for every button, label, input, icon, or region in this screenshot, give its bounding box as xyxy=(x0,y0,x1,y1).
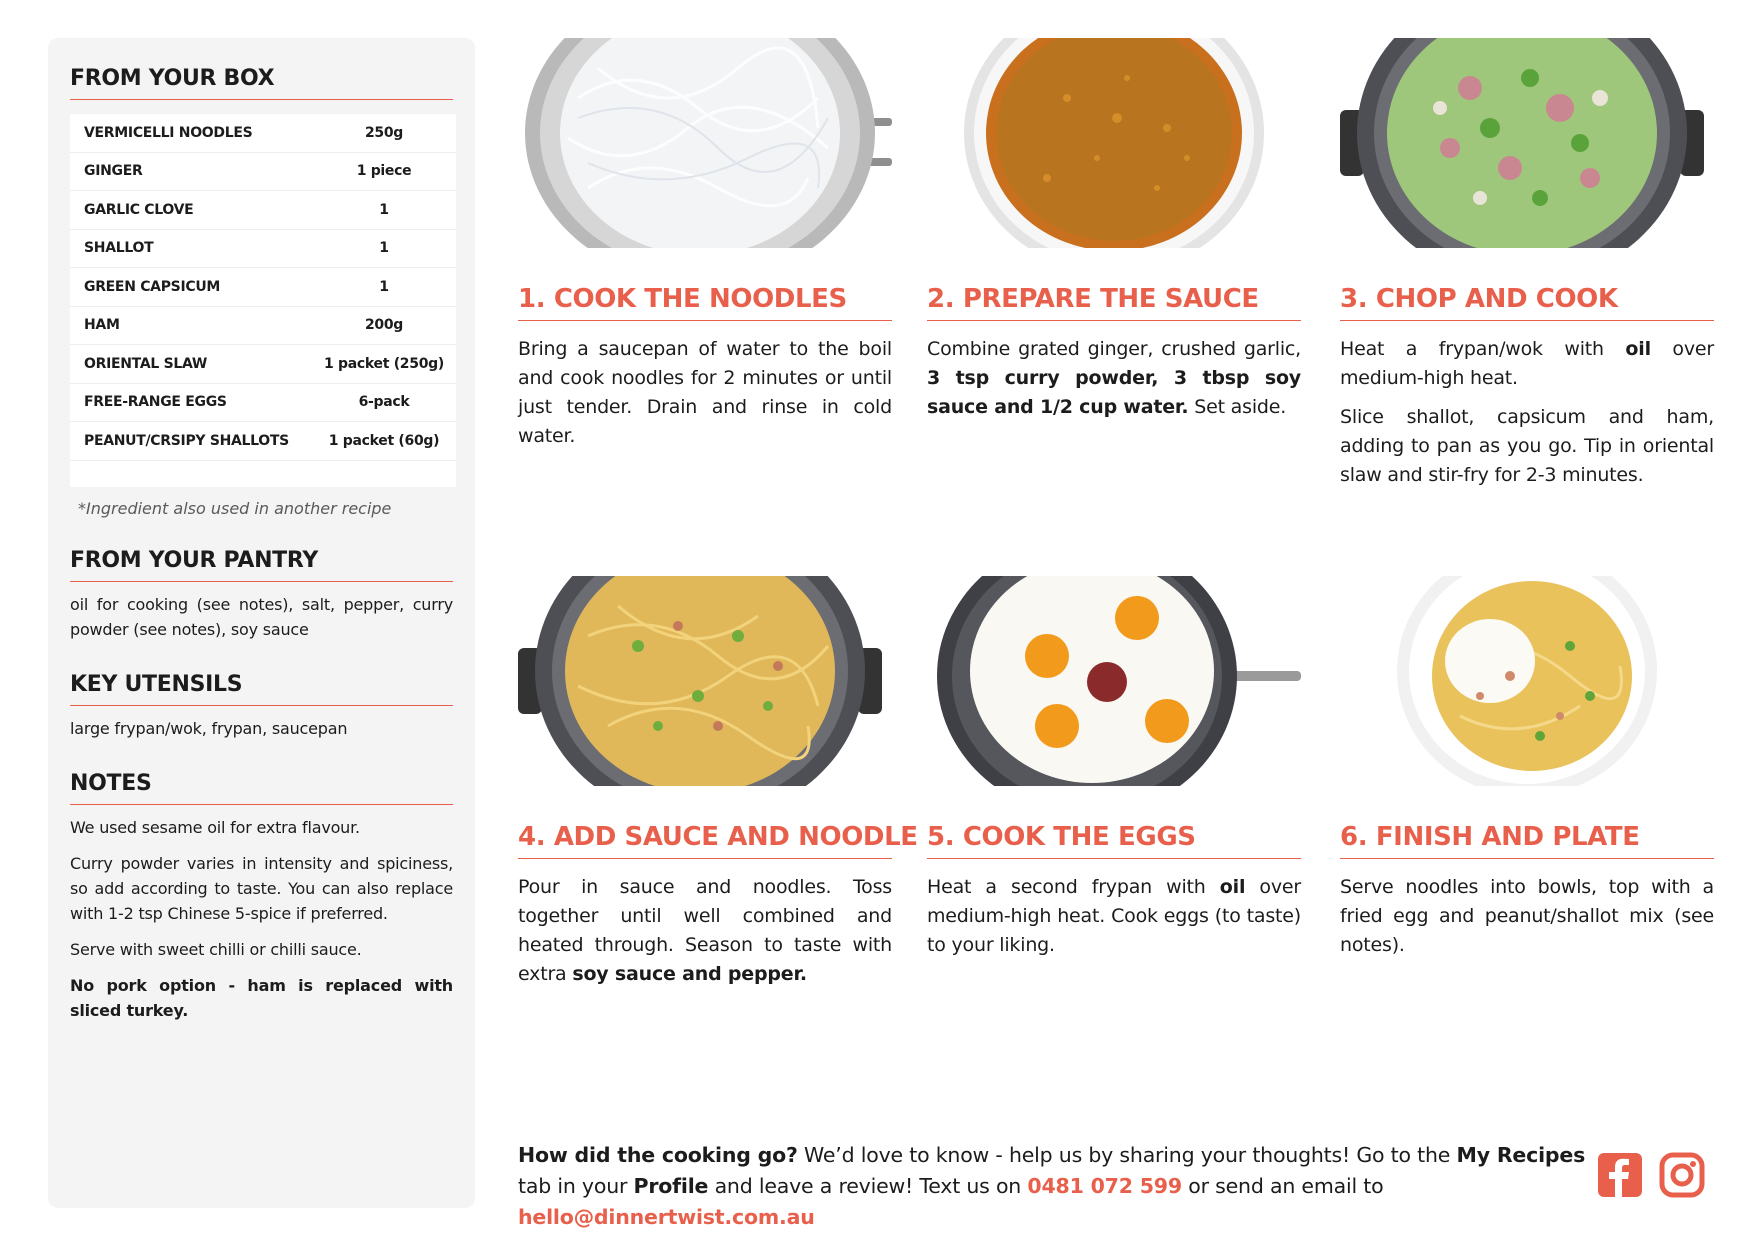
table-row xyxy=(70,422,456,461)
step-paragraph-2: Slice shallot, capsicum and ham, adding to pan as you go. Tip in oriental slaw and stir-fry for 2-3 minutes. xyxy=(1340,406,1714,486)
ingredient-name: GINGER xyxy=(84,163,143,180)
step-text xyxy=(518,873,892,989)
footer-text-1: We’d love to know - help us by sharing your thoughts! Go to the xyxy=(797,1143,1457,1167)
utensils-section xyxy=(70,672,453,741)
noodles-pan-photo xyxy=(518,576,892,786)
step-title: 2. PREPARE THE SAUCE xyxy=(927,284,1301,321)
step-text xyxy=(1340,335,1714,490)
table-row xyxy=(70,307,456,346)
step-5 xyxy=(927,576,1301,970)
step-text-bold: soy sauce and pepper. xyxy=(572,963,807,985)
note-3: Serve with sweet chilli or chilli sauce. xyxy=(70,939,362,959)
step-4 xyxy=(518,576,918,999)
step-paragraph: Bring a saucepan of water to the boil and cook noodles for 2 minutes or until just tender. Drain and rinse in cold water. xyxy=(518,338,892,447)
ingredient-name: FREE-RANGE EGGS xyxy=(84,394,227,411)
step-paragraph xyxy=(927,873,1301,960)
noodles-strainer-photo xyxy=(518,38,892,248)
notes-section xyxy=(70,771,453,1023)
phone-link[interactable]: 0481 072 599 xyxy=(1027,1174,1182,1198)
step-text-a: Combine grated ginger, crushed garlic, xyxy=(927,338,1301,360)
sidebar xyxy=(48,38,475,1208)
pantry-section xyxy=(70,548,453,642)
my-recipes-label: My Recipes xyxy=(1456,1143,1586,1167)
ingredient-qty: 1 piece xyxy=(356,163,412,180)
ingredient-qty: 1 xyxy=(379,240,389,257)
step-title: 5. COOK THE EGGS xyxy=(927,822,1301,859)
step-title: 6. FINISH AND PLATE xyxy=(1340,822,1714,859)
facebook-icon[interactable] xyxy=(1597,1152,1643,1198)
step-text-a: Heat a second frypan with xyxy=(927,876,1220,898)
profile-label: Profile xyxy=(633,1174,709,1198)
feedback-question: How did the cooking go? xyxy=(518,1143,798,1167)
step-paragraph xyxy=(927,335,1301,422)
pantry-text: oil for cooking (see notes), salt, pepper, curry powder (see notes), soy sauce xyxy=(70,594,453,639)
ingredient-name: VERMICELLI NOODLES xyxy=(84,124,253,141)
ingredient-qty: 250g xyxy=(364,124,404,141)
step-3 xyxy=(1340,38,1714,500)
ingredient-qty: 6-pack xyxy=(358,394,410,411)
note-1: We used sesame oil for extra flavour. xyxy=(70,817,360,837)
eggs-pan-photo xyxy=(927,576,1301,786)
footer-text-3: and leave a review! Text us on xyxy=(708,1174,1028,1198)
table-row xyxy=(70,268,456,307)
feedback-footer xyxy=(518,1140,1588,1233)
table-row xyxy=(70,230,456,269)
step-text xyxy=(927,873,1301,960)
step-text xyxy=(1340,873,1714,960)
step-title: 3. CHOP AND COOK xyxy=(1340,284,1714,321)
email-link[interactable]: hello@dinnertwist.com.au xyxy=(518,1205,815,1229)
ingredient-footnote: *Ingredient also used in another recipe xyxy=(78,498,392,518)
step-text xyxy=(518,335,892,451)
ingredient-name: GREEN CAPSICUM xyxy=(84,278,221,295)
step-title: 4. ADD SAUCE AND NOODLE xyxy=(518,822,892,859)
pantry-title: FROM YOUR PANTRY xyxy=(70,548,453,582)
utensils-title: KEY UTENSILS xyxy=(70,672,453,706)
ingredient-qty: 1 xyxy=(379,278,389,295)
note-2: Curry powder varies in intensity and spiciness, so add according to taste. You can also replace with 1-2 tsp Chinese 5-spice if preferred. xyxy=(70,853,453,923)
step-text-bold: oil xyxy=(1625,338,1651,360)
footer-text-2: tab in your xyxy=(518,1174,634,1198)
ingredient-qty: 1 packet (60g) xyxy=(328,432,440,449)
step-1 xyxy=(518,38,892,461)
stirfry-pan-photo xyxy=(1340,38,1714,248)
step-2 xyxy=(927,38,1301,432)
note-4: No pork option - ham is replaced with sliced turkey. xyxy=(70,975,453,1020)
step-text-bold: oil xyxy=(1219,876,1246,898)
step-text-a: Pour in sauce and noodles. Toss together until well combined and heated through. Season to taste with extra xyxy=(518,876,892,985)
step-text-bold: 3 tsp curry powder, 3 tbsp soy sauce and 1/2 cup water. xyxy=(927,367,1301,418)
utensils-text: large frypan/wok, frypan, saucepan xyxy=(70,718,348,738)
step-paragraph: Serve noodles into bowls, top with a fried egg and peanut/shallot mix (see notes). xyxy=(1340,876,1714,956)
ingredient-qty: 200g xyxy=(364,317,404,334)
from-your-box-title: FROM YOUR BOX xyxy=(70,66,453,100)
ingredient-name: PEANUT/CRSIPY SHALLOTS xyxy=(84,432,289,449)
step-paragraph xyxy=(1340,335,1714,393)
table-row xyxy=(70,384,456,423)
sauce-bowl-photo xyxy=(927,38,1301,248)
ingredient-name: GARLIC CLOVE xyxy=(84,201,194,218)
table-row xyxy=(70,345,456,384)
table-row xyxy=(70,191,456,230)
ingredient-name: SHALLOT xyxy=(84,240,154,257)
step-title: 1. COOK THE NOODLES xyxy=(518,284,892,321)
footer-text-4: or send an email to xyxy=(1181,1174,1384,1198)
step-text-c: Set aside. xyxy=(1188,396,1287,418)
ingredients-table xyxy=(70,114,456,487)
plated-noodles-photo xyxy=(1340,576,1714,786)
notes-title: NOTES xyxy=(70,771,453,805)
table-row xyxy=(70,114,456,153)
step-text-a: Heat a frypan/wok with xyxy=(1340,338,1626,360)
table-row xyxy=(70,153,456,192)
ingredient-name: ORIENTAL SLAW xyxy=(84,355,208,372)
ingredient-qty: 1 xyxy=(379,201,389,218)
instagram-icon[interactable] xyxy=(1659,1152,1705,1198)
step-text-c: over medium-high heat. Cook eggs (to taste) to your liking. xyxy=(927,876,1301,956)
step-paragraph xyxy=(518,873,892,989)
step-text-c: over medium-high heat. xyxy=(1340,338,1714,389)
step-text xyxy=(927,335,1301,422)
step-6 xyxy=(1340,576,1714,970)
ingredient-name: HAM xyxy=(84,317,120,334)
ingredient-qty: 1 packet (250g) xyxy=(324,355,444,372)
